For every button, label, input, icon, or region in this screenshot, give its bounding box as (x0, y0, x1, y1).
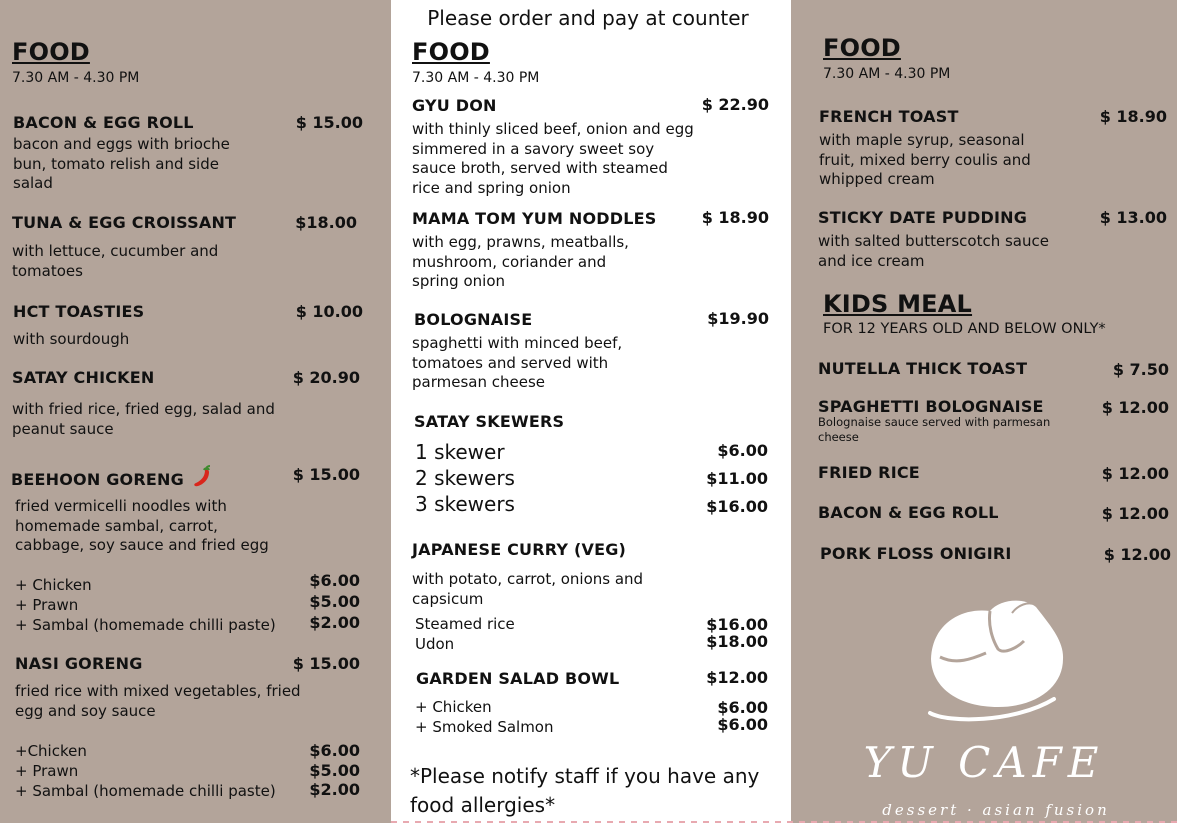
option-price: $16.00 (706, 497, 768, 516)
menu-item-name: MAMA TOM YUM NODDLES (412, 209, 657, 228)
menu-item-price: $ 18.90 (1099, 107, 1167, 126)
menu-item-desc: spaghetti with minced beef, tomatoes and served with parmesan cheese (412, 334, 623, 392)
menu-item-desc: with potato, carrot, onions and capsicum (412, 570, 644, 608)
chili-pepper-icon (192, 465, 214, 489)
menu-item-price: $ 15.00 (295, 113, 363, 132)
menu-item-name: HCT TOASTIES (13, 302, 145, 321)
menu-item-name: SPAGHETTI BOLOGNAISE (818, 397, 1044, 416)
menu-item-name: FRENCH TOAST (819, 107, 959, 126)
menu-item-desc: with lettuce, cucumber and tomatoes (12, 242, 219, 280)
menu-item-desc: with salted butterscotch sauce and ice cream (818, 232, 1049, 270)
menu-item-name: BOLOGNAISE (414, 310, 533, 329)
cafe-logo-tagline: dessert · asian fusion (882, 801, 1110, 819)
menu-item-desc: with egg, prawns, meatballs, mushroom, coriander and spring onion (412, 233, 629, 291)
menu-item-name: NUTELLA THICK TOAST (818, 359, 1028, 378)
menu-item-desc: with fried rice, fried egg, salad and peanut sauce (12, 400, 275, 438)
option-price: $6.00 (717, 441, 768, 460)
menu-item-name: BACON & EGG ROLL (13, 113, 194, 132)
menu-item-name: PORK FLOSS ONIGIRI (820, 544, 1012, 563)
menu-item-price: $12.00 (706, 668, 768, 687)
menu-item-desc: with maple syrup, seasonal fruit, mixed berry coulis and whipped cream (819, 131, 1031, 189)
order-notice: Please order and pay at counter (427, 6, 749, 30)
menu-item-price: $ 7.50 (1112, 360, 1169, 379)
option-label: 2 skewers (415, 466, 515, 490)
option-label: Steamed rice (415, 615, 515, 633)
addon-price: $5.00 (309, 592, 360, 611)
menu-item-name-text: BEEHOON GORENG (11, 470, 184, 489)
section-heading: FOOD (12, 38, 90, 66)
menu-item-price: $ 22.90 (701, 95, 769, 114)
cafe-logo-name: YU CAFE (863, 738, 1105, 787)
menu-item-price: $ 20.90 (292, 368, 360, 387)
menu-item-name (11, 465, 214, 489)
opening-hours: 7.30 AM - 4.30 PM (12, 70, 140, 86)
addon-label: +Chicken (15, 742, 87, 760)
menu-item-price: $ 12.00 (1101, 464, 1169, 483)
option-label: Udon (415, 635, 455, 653)
addon-price: $6.00 (309, 571, 360, 590)
option-price: $16.00 (706, 615, 768, 634)
menu-item-desc: fried rice with mixed vegetables, fried egg and soy sauce (15, 682, 301, 720)
menu-item-name: SATAY CHICKEN (12, 368, 155, 387)
menu-item-name: TUNA & EGG CROISSANT (12, 213, 237, 232)
addon-label: + Sambal (homemade chilli paste) (15, 782, 276, 800)
addon-price: $2.00 (309, 780, 360, 799)
menu-item-price: $ 12.00 (1101, 504, 1169, 523)
menu-item-price: $19.90 (707, 309, 769, 328)
addon-price: $6.00 (717, 715, 768, 734)
addon-label: + Smoked Salmon (415, 718, 554, 736)
right-menu-panel (791, 0, 1177, 823)
menu-item-name: STICKY DATE PUDDING (818, 208, 1028, 227)
menu-item-desc: Bolognaise sauce served with parmesan cheese (818, 415, 1051, 444)
kids-meal-note: FOR 12 YEARS OLD AND BELOW ONLY* (823, 321, 1106, 337)
addon-label: + Chicken (15, 576, 92, 594)
addon-price: $6.00 (309, 741, 360, 760)
menu-item-price: $ 10.00 (295, 302, 363, 321)
opening-hours: 7.30 AM - 4.30 PM (823, 66, 951, 82)
addon-label: + Chicken (415, 698, 492, 716)
option-label: 3 skewers (415, 492, 515, 516)
addon-label: + Sambal (homemade chilli paste) (15, 616, 276, 634)
addon-price: $6.00 (717, 698, 768, 717)
menu-item-price: $18.00 (295, 213, 357, 232)
kids-meal-heading: KIDS MEAL (823, 290, 973, 318)
left-menu-panel (0, 0, 391, 823)
menu-item-desc: with sourdough (13, 330, 130, 348)
menu-item-price: $ 18.90 (701, 208, 769, 227)
opening-hours: 7.30 AM - 4.30 PM (412, 70, 540, 86)
menu-item-price: $ 15.00 (292, 465, 360, 484)
menu-item-name: NASI GORENG (15, 654, 143, 673)
addon-price: $2.00 (309, 613, 360, 632)
menu-item-price: $ 12.00 (1101, 398, 1169, 417)
menu-item-name: GYU DON (412, 96, 497, 115)
addon-price: $5.00 (309, 761, 360, 780)
addon-label: + Prawn (15, 596, 79, 614)
center-menu-panel (391, 0, 791, 823)
allergy-note: *Please notify staff if you have any food allergies* (410, 764, 760, 817)
option-price: $11.00 (706, 469, 768, 488)
menu-item-name: SATAY SKEWERS (414, 412, 565, 431)
addon-label: + Prawn (15, 762, 79, 780)
menu-item-price: $ 13.00 (1099, 208, 1167, 227)
menu-item-name: BACON & EGG ROLL (818, 503, 999, 522)
menu-item-price: $ 12.00 (1103, 545, 1171, 564)
menu-item-name: FRIED RICE (818, 463, 920, 482)
menu-item-desc: fried vermicelli noodles with homemade sambal, carrot, cabbage, soy sauce and fried egg (15, 497, 269, 555)
menu-item-name: JAPANESE CURRY (VEG) (412, 540, 627, 559)
menu-item-name: GARDEN SALAD BOWL (416, 669, 620, 688)
section-heading: FOOD (412, 38, 490, 66)
menu-item-desc: bacon and eggs with brioche bun, tomato relish and side salad (13, 135, 230, 193)
rice-bowl-logo-icon (926, 595, 1076, 725)
option-label: 1 skewer (415, 440, 505, 464)
option-price: $18.00 (706, 632, 768, 651)
menu-item-price: $ 15.00 (292, 654, 360, 673)
menu-item-desc: with thinly sliced beef, onion and egg simmered in a savory sweet soy sauce broth, served with steamed rice and spring onion (412, 120, 694, 198)
section-heading: FOOD (823, 34, 901, 62)
